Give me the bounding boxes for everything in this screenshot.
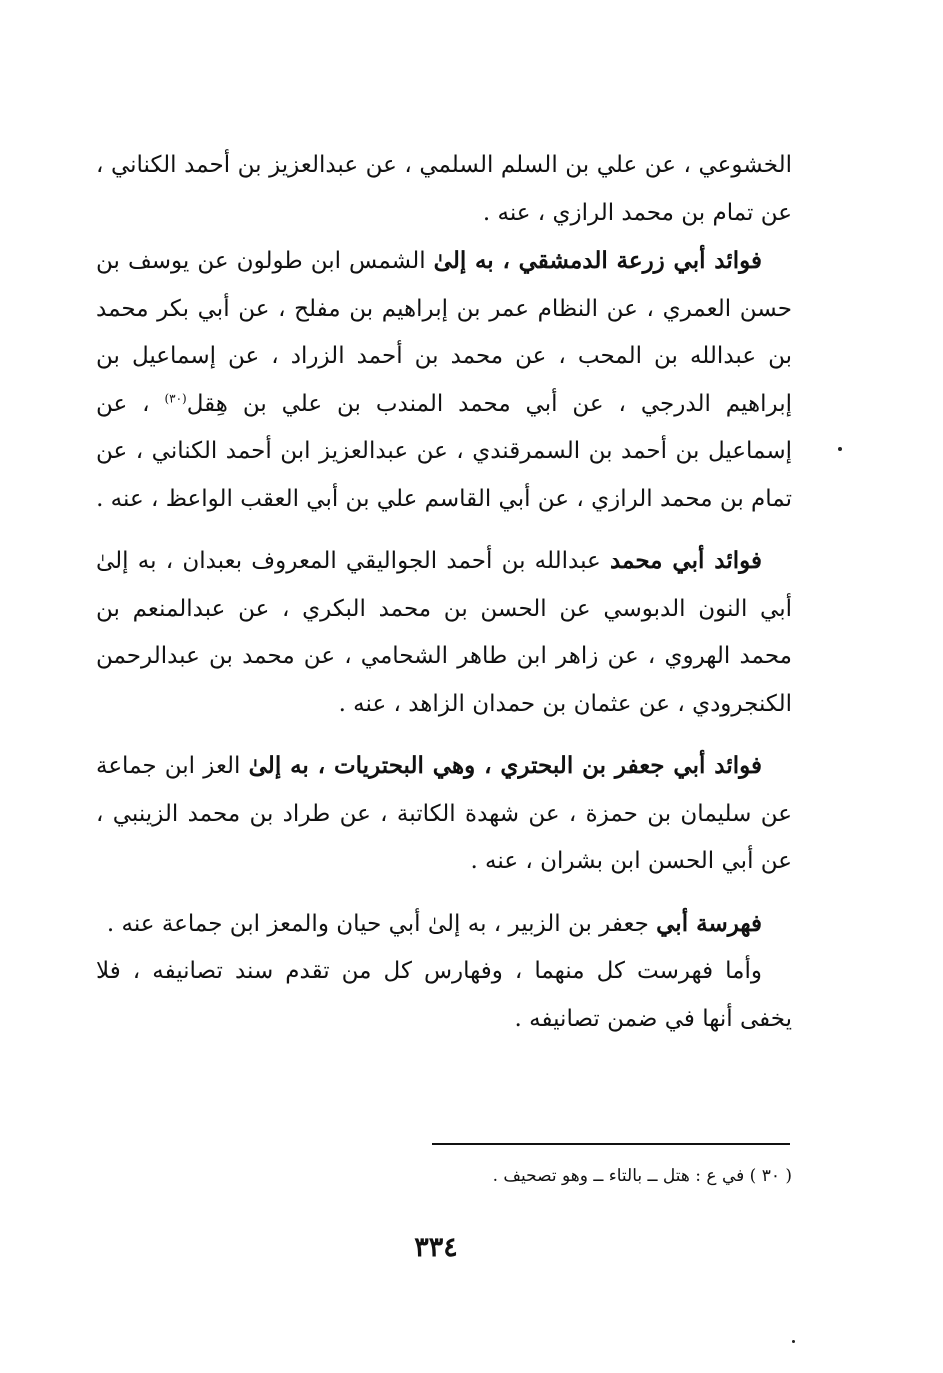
footnote: ( ٣٠ ) في ع : هتل ــ بالتاء ــ وهو تصحيف . xyxy=(492,1166,792,1186)
paragraph-6-text: وأما فهرست كل منهما ، وفهارس كل من تقدم سند تصانيفه ، فلا يخفى أنها في ضمن تصانيفه . xyxy=(96,958,792,1032)
paragraph-4-heading: فوائد أبي جعفر بن البحتري ، وهي البحتريات ، به إلىٰ xyxy=(248,752,763,779)
paragraph-1 xyxy=(96,142,792,237)
paragraph-5-text: جعفر بن الزبير ، به إلىٰ أبي حيان والمعز ابن جماعة عنه . xyxy=(106,910,657,937)
page-number: ٣٣٤ xyxy=(414,1232,458,1263)
paragraph-1-text: الخشوعي ، عن علي بن السلم السلمي ، عن عبدالعزيز بن أحمد الكناني ، عن تمام بن محمد الرازي ، عنه . xyxy=(96,152,792,226)
paragraph-2 xyxy=(96,237,792,523)
paragraph-2-tail: ، عن إسماعيل بن أحمد بن السمرقندي ، عن عبدالعزيز ابن أحمد الكناني ، عن تمام بن محمد الرازي ، عن أبي القاسم علي بن أبي العقب الواعظ ، عنه . xyxy=(96,390,792,512)
footnote-reference: (٣٠) xyxy=(164,390,187,405)
paragraph-5 xyxy=(96,900,792,949)
scan-speck xyxy=(792,1340,795,1343)
scan-speck xyxy=(838,447,842,451)
footnote-divider xyxy=(432,1143,790,1145)
paragraph-3-text: عبدالله بن أحمد الجواليقي المعروف بعبدان ، به إلىٰ أبي النون الدبوسي عن الحسن بن محمد البكري ، عن عبدالمنعم بن محمد الهروي ، عن زاهر ابن طاهر الشحامي ، عن محمد بن عبدالرحمن الكنجرودي ، عن عثمان بن حمدان الزاهد ، عنه . xyxy=(96,548,792,717)
paragraph-4 xyxy=(96,742,792,886)
paragraph-3-heading: فوائد أبي محمد xyxy=(609,547,762,574)
paragraph-3 xyxy=(96,537,792,728)
paragraph-4-text: العز ابن جماعة عن سليمان بن حمزة ، عن شهدة الكاتبة ، عن طراد بن محمد الزينبي ، عن أبي الحسن ابن بشران ، عنه . xyxy=(96,753,792,874)
paragraph-2-heading: فوائد أبي زرعة الدمشقي ، به إلىٰ xyxy=(433,247,762,274)
paragraph-6 xyxy=(96,948,792,1043)
main-text xyxy=(96,142,792,1057)
paragraph-5-heading: فهرسة أبي xyxy=(656,909,762,937)
paragraph-2-text: الشمس ابن طولون عن يوسف بن حسن العمري ، عن النظام عمر بن إبراهيم بن مفلح ، عن أبي بكر محمد بن عبدالله بن المحب ، عن محمد بن أحمد الزراد ، عن إسماعيل بن إبراهيم الدرجي ، عن أبي محمد المندب بن علي بن هِقل xyxy=(96,248,792,417)
